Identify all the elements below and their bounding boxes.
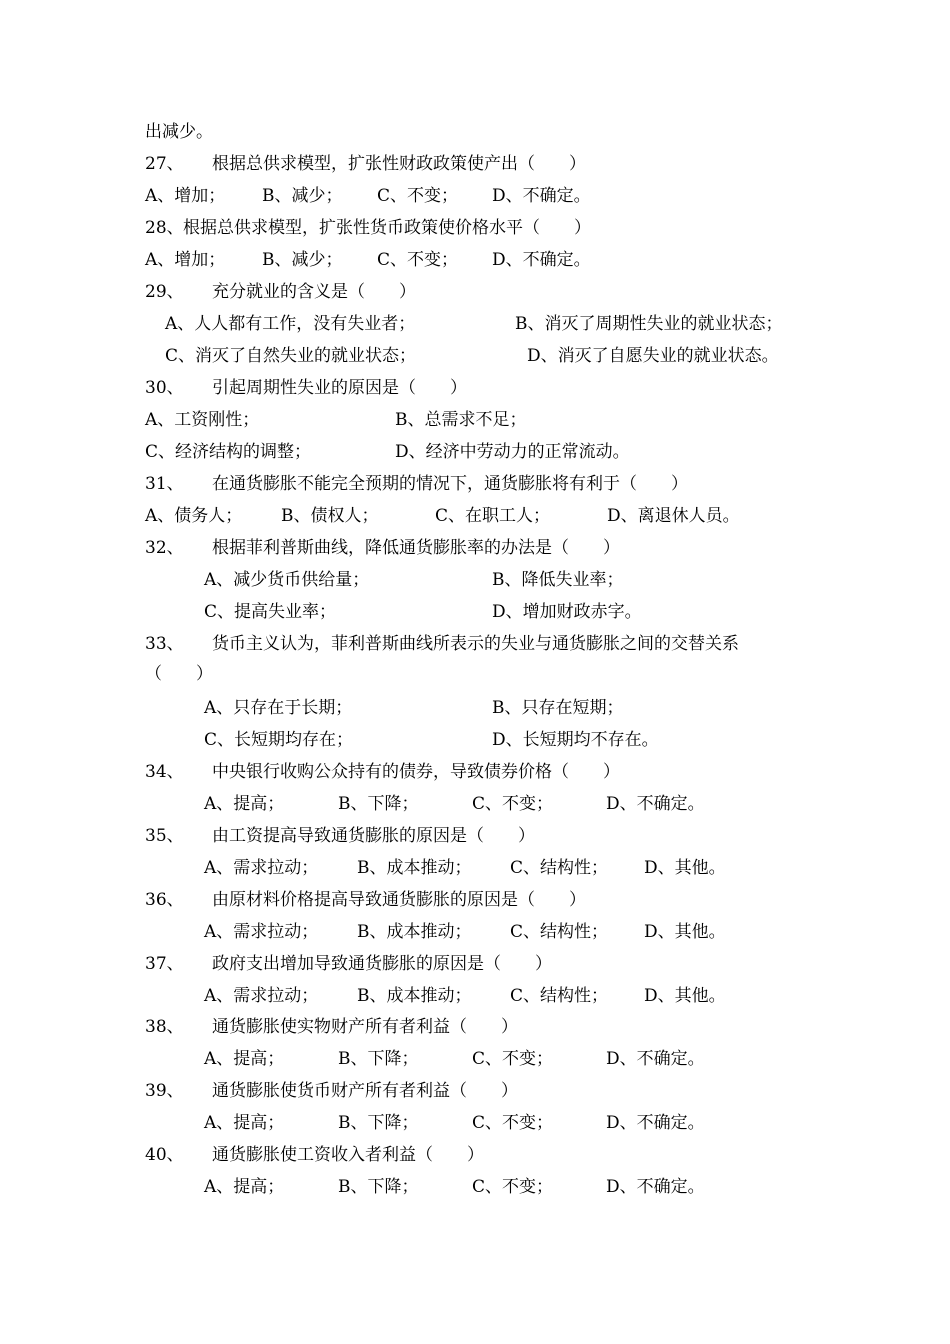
question-number: 36、 — [145, 890, 184, 910]
option-d: D、离退休人员。 — [607, 506, 740, 526]
question-number: 39、 — [145, 1081, 184, 1101]
option-b: B、总需求不足； — [395, 410, 527, 430]
option-d: D、长短期均不存在。 — [492, 730, 659, 750]
option-d: D、不确定。 — [492, 250, 591, 270]
option-a: A、提高； — [204, 794, 285, 814]
option-c: C、结构性； — [510, 986, 609, 1006]
option-c: C、在职工人； — [435, 506, 551, 526]
question-number: 28、 — [145, 218, 184, 238]
option-c: C、不变； — [472, 794, 554, 814]
question-number: 37、 — [145, 954, 184, 974]
question-number: 29、 — [145, 282, 184, 302]
option-c: C、不变； — [472, 1177, 554, 1197]
option-a: A、需求拉动； — [204, 922, 319, 942]
option-d: D、不确定。 — [606, 1049, 705, 1069]
question-stem: 通货膨胀使工资收入者利益（ ） — [212, 1145, 484, 1165]
question-stem: 通货膨胀使实物财产所有者利益（ ） — [212, 1017, 518, 1037]
question-number: 34、 — [145, 762, 184, 782]
option-b: B、成本推动； — [357, 922, 472, 942]
question-stem: 充分就业的含义是（ ） — [212, 282, 416, 302]
option-a: A、需求拉动； — [204, 858, 319, 878]
continuation-text: 出减少。 — [145, 122, 213, 142]
question-stem: 由原材料价格提高导致通货膨胀的原因是（ ） — [212, 890, 586, 910]
option-c: C、不变； — [472, 1113, 554, 1133]
question-stem: 政府支出增加导致通货膨胀的原因是（ ） — [212, 954, 552, 974]
option-b: B、成本推动； — [357, 986, 472, 1006]
option-b: B、下降； — [338, 1177, 419, 1197]
option-b: B、下降； — [338, 794, 419, 814]
option-d: D、经济中劳动力的正常流动。 — [395, 442, 630, 462]
question-number: 33、 — [145, 634, 184, 654]
question-number: 32、 — [145, 538, 184, 558]
option-d: D、消灭了自愿失业的就业状态。 — [527, 346, 779, 366]
option-c: C、结构性； — [510, 922, 609, 942]
question-stem: 通货膨胀使货币财产所有者利益（ ） — [212, 1081, 518, 1101]
option-c: C、结构性； — [510, 858, 609, 878]
question-stem: 根据总供求模型，扩张性货币政策使价格水平（ ） — [183, 218, 591, 238]
option-d: D、不确定。 — [606, 1177, 705, 1197]
option-c: C、经济结构的调整； — [145, 442, 312, 462]
option-c: C、不变； — [472, 1049, 554, 1069]
option-a: A、需求拉动； — [204, 986, 319, 1006]
options-40 — [204, 1177, 705, 1297]
question-stem: 根据菲利普斯曲线，降低通货膨胀率的办法是（ ） — [212, 538, 620, 558]
option-b: B、降低失业率； — [492, 570, 624, 590]
option-a: A、只存在于长期； — [204, 698, 353, 718]
option-a: A、增加； — [145, 186, 226, 206]
option-b: B、减少； — [262, 186, 343, 206]
option-d: D、其他。 — [644, 858, 726, 878]
option-b: B、减少； — [262, 250, 343, 270]
option-b: B、债权人； — [281, 506, 379, 526]
option-b: B、成本推动； — [357, 858, 472, 878]
option-d: D、增加财政赤字。 — [492, 602, 642, 622]
option-c: C、长短期均存在； — [204, 730, 354, 750]
question-stem: 在通货膨胀不能完全预期的情况下，通货膨胀将有利于（ ） — [212, 474, 688, 494]
option-d: D、其他。 — [644, 922, 726, 942]
question-number: 35、 — [145, 826, 184, 846]
option-c: C、消灭了自然失业的就业状态； — [165, 346, 417, 366]
option-d: D、不确定。 — [606, 1113, 705, 1133]
option-d: D、不确定。 — [492, 186, 591, 206]
option-a: A、提高； — [204, 1049, 285, 1069]
option-c: C、不变； — [377, 250, 459, 270]
question-stem: 货币主义认为，菲利普斯曲线所表示的失业与通货膨胀之间的交替关系 — [212, 634, 739, 654]
option-b: B、下降； — [338, 1049, 419, 1069]
option-c: C、提高失业率； — [204, 602, 337, 622]
option-a: A、提高； — [204, 1113, 285, 1133]
question-stem: 由工资提高导致通货膨胀的原因是（ ） — [212, 826, 535, 846]
question-number: 38、 — [145, 1017, 184, 1037]
question-number: 31、 — [145, 474, 184, 494]
option-b: B、消灭了周期性失业的就业状态； — [515, 314, 783, 334]
option-d: D、不确定。 — [606, 794, 705, 814]
option-a: A、增加； — [145, 250, 226, 270]
option-a: A、工资刚性； — [145, 410, 260, 430]
question-number: 40、 — [145, 1145, 184, 1165]
option-c: C、不变； — [377, 186, 459, 206]
option-d: D、其他。 — [644, 986, 726, 1006]
option-b: B、只存在短期； — [492, 698, 624, 718]
option-a: A、减少货币供给量； — [204, 570, 370, 590]
option-b: B、下降； — [338, 1113, 419, 1133]
option-a: A、债务人； — [145, 506, 243, 526]
question-stem: 根据总供求模型，扩张性财政政策使产出（ ） — [212, 154, 586, 174]
question-stem: 引起周期性失业的原因是（ ） — [212, 378, 467, 398]
question-stem: 中央银行收购公众持有的债券，导致债券价格（ ） — [212, 762, 620, 782]
question-number: 27、 — [145, 154, 184, 174]
option-a: A、人人都有工作，没有失业者； — [165, 314, 416, 334]
question-33-answer-blank: （ ） — [145, 664, 213, 684]
option-a: A、提高； — [204, 1177, 285, 1197]
question-number: 30、 — [145, 378, 184, 398]
